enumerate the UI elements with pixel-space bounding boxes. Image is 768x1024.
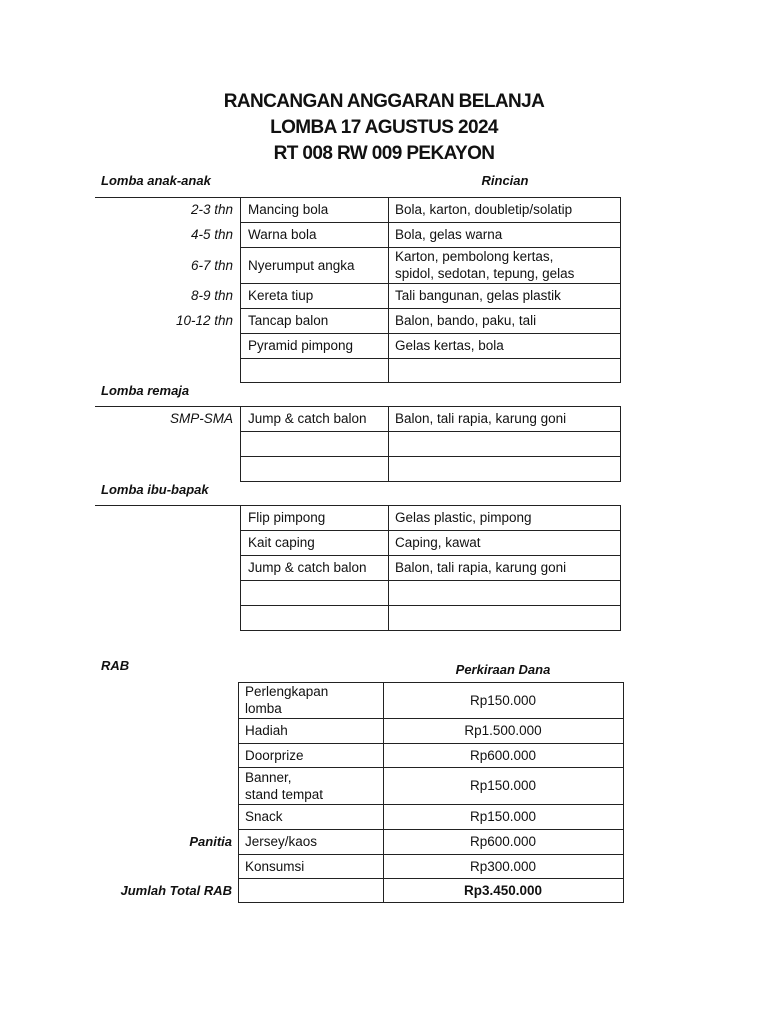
lomba-detail: Bola, gelas warna xyxy=(395,227,503,242)
table-row-line xyxy=(238,902,624,903)
perkiraan-dana-header: Perkiraan Dana xyxy=(455,662,551,677)
lomba-detail xyxy=(395,456,617,481)
lomba-name xyxy=(248,431,386,456)
lomba-name: Tancap balon xyxy=(248,313,329,328)
lomba-detail: Gelas plastic, pimpong xyxy=(395,510,532,525)
age-label: 10-12 thn xyxy=(175,313,233,328)
age-label xyxy=(93,358,233,382)
lomba-detail xyxy=(395,358,617,382)
rab-amount: Rp600.000 xyxy=(469,834,537,849)
lomba-detail: Bola, karton, doubletip/solatip xyxy=(395,202,573,217)
lomba-name: Kereta tiup xyxy=(248,288,314,303)
table-border xyxy=(623,682,624,902)
age-label xyxy=(93,555,233,580)
section-label-ibubapak: Lomba ibu-bapak xyxy=(101,482,209,497)
age-label xyxy=(93,456,233,481)
lomba-name: Mancing bola xyxy=(248,202,329,217)
table-border xyxy=(240,406,241,481)
rab-item: Snack xyxy=(245,809,283,824)
age-label: 4-5 thn xyxy=(190,227,233,242)
lomba-name xyxy=(248,358,386,382)
table-row-line xyxy=(240,481,621,482)
rab-amount: Rp600.000 xyxy=(469,747,537,763)
table-border xyxy=(388,197,389,382)
table-border xyxy=(620,505,621,630)
section-label-remaja: Lomba remaja xyxy=(101,383,190,398)
table-row-line xyxy=(240,382,621,383)
age-label: 8-9 thn xyxy=(190,288,233,303)
section-label-rab: RAB xyxy=(101,658,130,673)
age-label: 2-3 thn xyxy=(190,202,233,217)
rab-amount: Rp150.000 xyxy=(469,692,537,708)
lomba-name xyxy=(248,456,386,481)
lomba-name: Flip pimpong xyxy=(248,510,326,525)
table-border xyxy=(388,406,389,481)
table-border xyxy=(620,406,621,481)
lomba-detail xyxy=(395,431,617,456)
table-row-line xyxy=(240,630,621,631)
rab-amount: Rp150.000 xyxy=(469,778,537,793)
lomba-detail: Tali bangunan, gelas plastik xyxy=(395,288,561,303)
total-label: Jumlah Total RAB xyxy=(120,882,232,898)
lomba-detail: Balon, tali rapia, karung goni xyxy=(395,560,567,575)
age-label xyxy=(93,605,233,630)
lomba-name: Jump & catch balon xyxy=(248,560,367,575)
table-border xyxy=(240,197,241,382)
rab-item: Hadiah xyxy=(245,723,288,738)
rab-item: Perlengkapan lomba xyxy=(245,684,329,716)
age-label xyxy=(93,580,233,605)
lomba-name xyxy=(248,605,386,630)
lomba-name: Jump & catch balon xyxy=(248,411,367,426)
age-label xyxy=(93,530,233,555)
lomba-name: Warna bola xyxy=(248,227,317,242)
total-amount: Rp3.450.000 xyxy=(463,882,543,898)
rab-amount: Rp150.000 xyxy=(469,809,537,824)
lomba-detail: Balon, bando, paku, tali xyxy=(395,313,537,328)
lomba-detail: Gelas kertas, bola xyxy=(395,338,504,353)
panitia-label: Panitia xyxy=(189,834,232,849)
section-label-anak: Lomba anak-anak xyxy=(101,173,211,188)
lomba-name: Kait caping xyxy=(248,535,315,550)
lomba-name xyxy=(248,580,386,605)
lomba-detail: Caping, kawat xyxy=(395,535,481,550)
lomba-detail xyxy=(395,580,617,605)
rab-item: Banner, stand tempat xyxy=(245,769,324,802)
table-border xyxy=(238,682,239,902)
age-label: SMP-SMA xyxy=(169,411,233,426)
table-border xyxy=(620,197,621,382)
table-border xyxy=(240,505,241,630)
lomba-name: Nyerumput angka xyxy=(248,257,355,273)
rab-item: Doorprize xyxy=(245,747,304,763)
document-title-line1: RANCANGAN ANGGARAN BELANJA xyxy=(223,91,545,112)
age-label xyxy=(93,333,233,358)
rincian-header: Rincian xyxy=(481,173,529,188)
lomba-detail: Balon, tali rapia, karung goni xyxy=(395,411,567,426)
document-title-line3: RT 008 RW 009 PEKAYON xyxy=(273,143,495,164)
rab-item: Jersey/kaos xyxy=(245,834,318,849)
rab-item: Konsumsi xyxy=(245,858,305,874)
rab-amount: Rp300.000 xyxy=(469,858,537,874)
rab-amount: Rp1.500.000 xyxy=(464,723,542,738)
age-label xyxy=(93,505,233,530)
age-label: 6-7 thn xyxy=(190,257,233,273)
document-title-line2: LOMBA 17 AGUSTUS 2024 xyxy=(270,117,498,138)
lomba-detail: Karton, pembolong kertas, spidol, sedotan, tepung, gelas xyxy=(395,249,575,281)
lomba-detail xyxy=(395,605,617,630)
table-border xyxy=(388,505,389,630)
lomba-name: Pyramid pimpong xyxy=(248,338,354,353)
age-label xyxy=(93,431,233,456)
